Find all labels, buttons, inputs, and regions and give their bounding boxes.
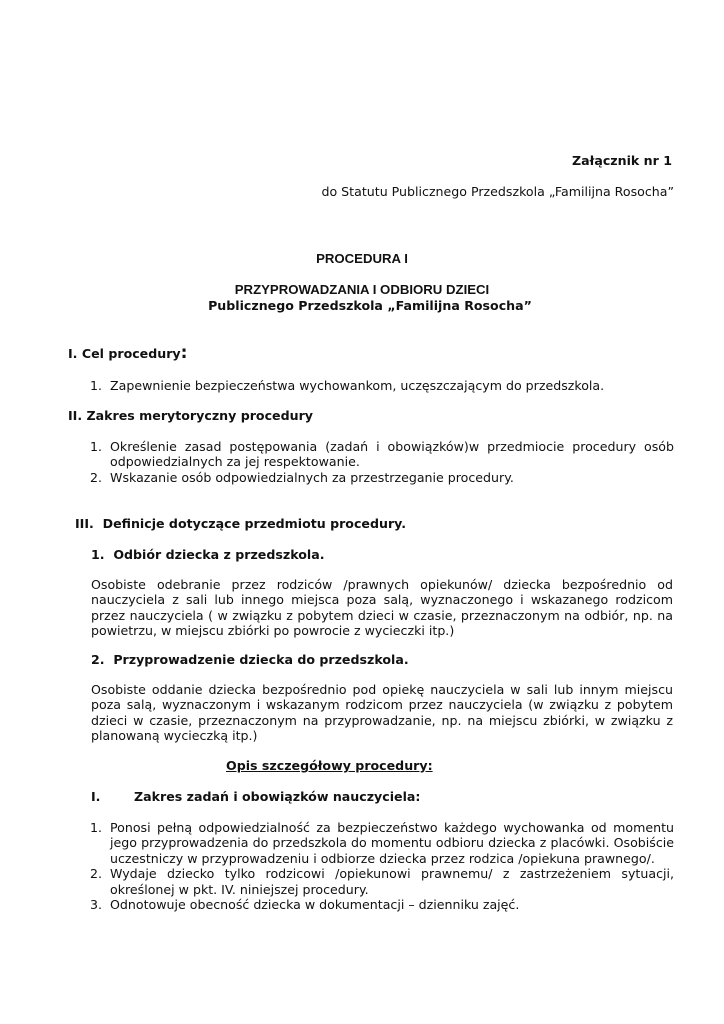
procedure-title-line1: PRZYPROWADZANIA I ODBIORU DZIECI	[234, 282, 490, 297]
details-subheading: Zakres zadań i obowiązków nauczyciela:	[134, 789, 421, 804]
section1-list	[90, 378, 674, 393]
details-list	[90, 820, 674, 912]
procedure-title-line2: Publicznego Przedszkola „Familijna Rosocha”	[208, 298, 532, 313]
attachment-subtitle: do Statutu Publicznego Przedszkola „Familijna Rosocha”	[321, 184, 674, 199]
list-item: 1. Ponosi pełną odpowiedzialność za bezpieczeństwo każdego wychowanka od momentu jego przyprowadzenia do przedszkola do momentu odbioru dziecka z placówki. Osobiście uczestniczy w przyprowadzeniu i odbiorze dziecka przez rodzica /opiekuna prawnego/.	[90, 820, 674, 866]
section1-heading-text: I. Cel procedury	[68, 346, 181, 361]
section3-sub2-text: Osobiste oddanie dziecka bezpośrednio pod opiekę nauczyciela w sali lub innym miejscu poza salą, wyznaczonym i wskazanym rodzicom przez nauczyciela (w związku z pobytem dzieci w czasie, przeznaczonym na przyprowadzanie, np. na miejscu zbiórki, w związku z planowaną wycieczką itp.)	[91, 682, 673, 744]
details-heading: Opis szczegółowy procedury:	[226, 758, 433, 773]
list-item: 1. Określenie zasad postępowania (zadań i obowiązków)w przedmiocie procedury osób odpowiedzialnych za jej respektowanie.	[90, 439, 674, 470]
section3-sub2-heading: 2. Przyprowadzenie dziecka do przedszkola.	[91, 652, 409, 667]
section1-heading	[68, 343, 468, 363]
list-item: 2. Wydaje dziecko tylko rodzicowi /opiekunowi prawnemu/ z zastrzeżeniem sytuacji, określonej w pkt. IV. niniejszej procedury.	[90, 866, 674, 897]
details-roman: I.	[91, 789, 101, 804]
section3-sub1-text: Osobiste odebranie przez rodziców /prawnych opiekunów/ dziecka bezpośrednio od nauczyciela z sali lub innego miejsca poza salą, wyznaczonego i wskazanego rodzicom przez nauczyciela ( w związku z pobytem dzieci w czasie, przeznaczonym na odbiór, np. na powietrzu, w miejscu zbiórki po powrocie z wycieczki itp.)	[91, 577, 673, 639]
list-item: 1. Zapewnienie bezpieczeństwa wychowankom, uczęszczającym do przedszkola.	[90, 378, 605, 393]
section3-sub1-heading: 1. Odbiór dziecka z przedszkola.	[91, 547, 325, 562]
attachment-title: Załącznik nr 1	[572, 153, 672, 168]
section2-heading: II. Zakres merytoryczny procedury	[68, 408, 313, 423]
list-item: 3. Odnotowuje obecność dziecka w dokumentacji – dzienniku zajęć.	[90, 897, 520, 913]
section3-heading: III. Definicje dotyczące przedmiotu procedury.	[75, 516, 406, 531]
list-item: 2. Wskazanie osób odpowiedzialnych za przestrzeganie procedury.	[90, 469, 514, 485]
procedure-label: PROCEDURA I	[316, 251, 408, 266]
section1-heading-colon: :	[180, 343, 188, 363]
section2-list	[90, 439, 674, 485]
